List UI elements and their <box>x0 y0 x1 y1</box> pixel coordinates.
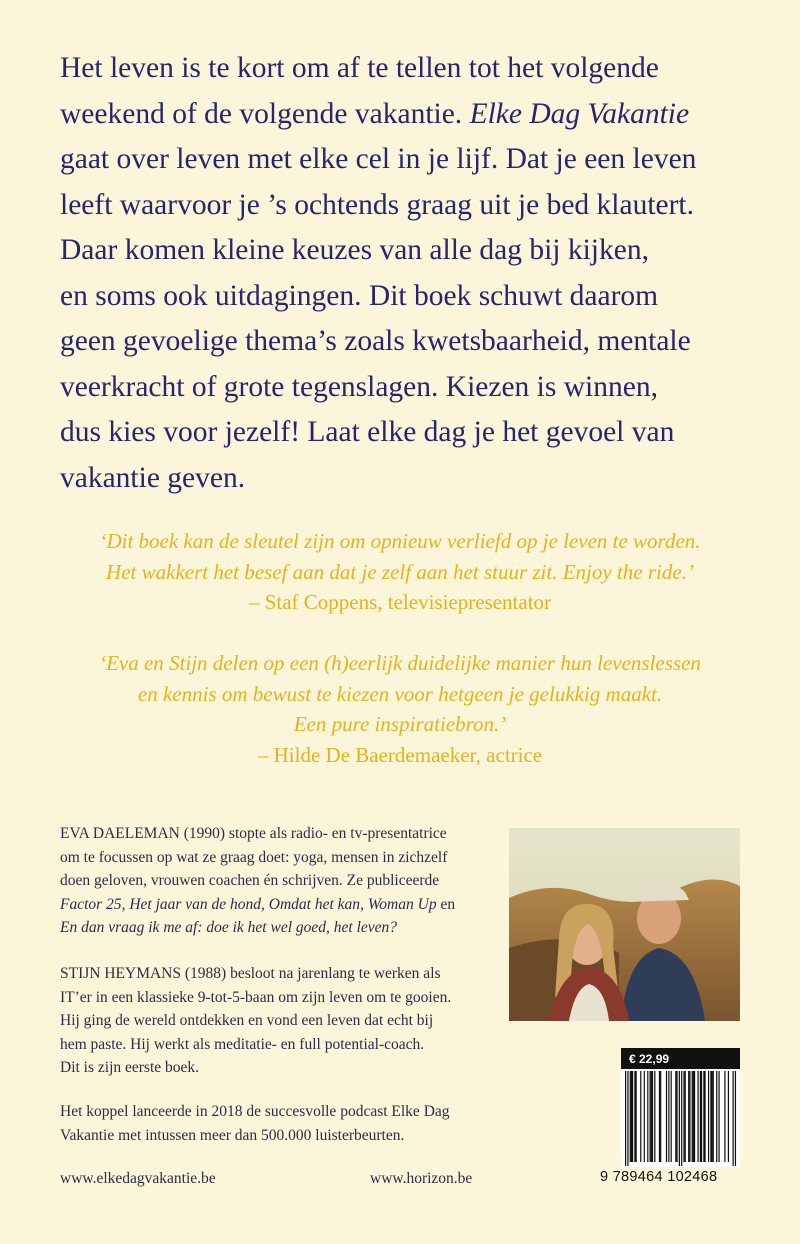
barcode-bar <box>689 1071 690 1162</box>
bio-line: Hij ging de wereld ontdekken en vond een leven dat echt bij <box>60 1012 434 1030</box>
blurb-line-text: weekend of de volgende vakantie. <box>60 97 463 130</box>
blurb-line: veerkracht of grote tegenslagen. Kiezen is winnen, <box>60 370 658 403</box>
book-title: En dan vraag ik me af: doe ik het wel goed, het leven? <box>60 919 398 937</box>
bio-line <box>60 916 490 940</box>
book-title-inline: Elke Dag Vakantie <box>469 97 690 130</box>
testimonial-staf-coppens <box>40 526 760 618</box>
book-title: Omdat het kan <box>268 895 361 913</box>
isbn-number: 9 789464 102468 <box>600 1169 718 1185</box>
barcode-bar <box>681 1071 682 1166</box>
barcode-bar <box>703 1071 704 1162</box>
barcode-bar <box>701 1071 702 1162</box>
barcode-bar <box>668 1071 669 1162</box>
blurb-line: vakantie geven. <box>60 461 246 494</box>
author-photo <box>509 828 740 1021</box>
bio-line: Het koppel lanceerde in 2018 de succesvolle podcast Elke Dag <box>60 1103 450 1120</box>
barcode-bar <box>704 1071 705 1162</box>
barcode-bar <box>708 1071 709 1162</box>
author-website[interactable]: www.elkedagvakantie.be <box>60 1170 216 1187</box>
blurb-line: Daar komen kleine keuzes van alle dag bij kijken, <box>60 234 649 266</box>
barcode-bar <box>647 1071 648 1162</box>
barcode-bar <box>679 1071 680 1166</box>
blurb-line: dus kies voor jezelf! Laat elke dag je het gevoel van <box>60 416 675 448</box>
couple-bio <box>60 1100 490 1147</box>
barcode-bar <box>651 1071 652 1162</box>
barcode-bar <box>700 1071 701 1162</box>
barcode-bar <box>632 1071 633 1162</box>
barcode-bar <box>710 1071 711 1162</box>
barcode-bar <box>634 1071 635 1162</box>
blurb-line: Het leven is te kort om af te tellen tot het volgende <box>60 52 659 84</box>
barcode-bar <box>671 1071 672 1162</box>
book-title: Woman Up <box>367 895 437 913</box>
barcode-bar <box>640 1071 641 1162</box>
bio-line: STIJN HEYMANS (1988) besloot na jarenlang te werken als <box>60 965 441 982</box>
bio-line <box>60 893 490 917</box>
quote-line: Het wakkert het besef aan dat je zelf aan het stuur zit. Enjoy the ride.’ <box>106 559 694 584</box>
bio-line: om te focussen op wat ze graag doet: yoga, mensen in zichzelf <box>60 848 448 866</box>
author-bio-stijn <box>60 962 490 1080</box>
barcode-bar <box>713 1071 714 1162</box>
barcode-bar <box>659 1071 660 1162</box>
testimonial-hilde-de-baerdemaeker <box>40 648 760 770</box>
bio-line: doen geloven, vrouwen coachen én schrijven. Ze publiceerde <box>60 872 440 890</box>
quote-line: en kennis om bewust te kiezen voor hetgeen je gelukkig maakt. <box>137 681 663 706</box>
separator: , <box>360 895 368 913</box>
barcode-bar <box>728 1071 729 1162</box>
bio-line: Dit is zijn eerste boek. <box>60 1059 200 1077</box>
bio-line: EVA DAELEMAN (1990) stopte als radio- en tv-presentatrice <box>60 825 447 842</box>
bio-line: hem paste. Hij werkt als meditatie- en full potential-coach. <box>60 1035 425 1053</box>
barcode-bar <box>716 1071 717 1162</box>
barcode-bar <box>652 1071 653 1162</box>
barcode-bar <box>718 1071 719 1162</box>
barcode-bar <box>683 1071 684 1162</box>
blurb-line <box>60 92 760 138</box>
quote-line: Een pure inspiratiebron.’ <box>293 712 507 736</box>
bio-text: en <box>436 895 456 913</box>
barcode-bar <box>666 1071 667 1162</box>
blurb-line: geen gevoelige thema’s zoals kwetsbaarheid, mentale <box>60 325 691 357</box>
author-bio-eva <box>60 822 490 940</box>
bio-line: Vakantie met intussen meer dan 500.000 luisterbeurten. <box>60 1126 405 1144</box>
book-title: Factor 25 <box>60 895 122 913</box>
back-cover-blurb <box>60 46 760 501</box>
blurb-line: gaat over leven met elke cel in je lijf. Dat je een leven <box>60 143 697 175</box>
barcode-bar <box>676 1071 677 1162</box>
quote-line: ‘Eva en Stijn delen op een (h)eerlijk duidelijke manier hun levenslessen <box>99 651 701 675</box>
barcode-bar <box>650 1071 651 1162</box>
barcode-bar <box>636 1071 637 1162</box>
quote-attribution: – Staf Coppens, televisiepresentator <box>248 590 552 614</box>
barcode-bar <box>688 1071 689 1162</box>
publisher-website[interactable]: www.horizon.be <box>370 1170 473 1187</box>
isbn-barcode <box>621 1069 740 1167</box>
barcode-bar <box>685 1071 686 1162</box>
barcode-bar <box>735 1071 736 1166</box>
barcode-bar <box>697 1071 698 1162</box>
blurb-line: en soms ook uitdagingen. Dit boek schuwt daarom <box>60 279 659 312</box>
barcode-bar <box>660 1071 661 1162</box>
barcode-bar <box>654 1071 655 1162</box>
barcode-bar <box>625 1071 626 1166</box>
barcode-bar <box>692 1071 693 1162</box>
barcode-bar <box>711 1071 712 1162</box>
barcode-bar <box>724 1071 725 1162</box>
barcode-bar <box>631 1071 632 1162</box>
bio-line: IT’er in een klassieke 9-tot-5-baan om zijn leven om te gooien. <box>60 988 452 1006</box>
barcode-bar <box>627 1071 628 1166</box>
barcode-bar <box>694 1071 695 1162</box>
book-title: Het jaar van de hond <box>129 895 262 913</box>
blurb-line: leeft waarvoor je ’s ochtends graag uit je bed klautert. <box>60 188 695 221</box>
price-tag: € 22,99 <box>621 1048 740 1070</box>
barcode-bar <box>630 1071 631 1162</box>
barcode-bar <box>693 1071 694 1162</box>
separator: , <box>121 895 130 913</box>
barcode-bar <box>644 1071 645 1162</box>
barcode-bar <box>675 1071 676 1162</box>
author-photo-illustration <box>509 828 740 1021</box>
quote-attribution: – Hilde De Baerdemaeker, actrice <box>257 742 543 767</box>
barcode-bar <box>732 1071 733 1166</box>
separator: , <box>261 895 269 913</box>
quote-line: ‘Dit boek kan de sleutel zijn om opnieuw verliefd op je leven te worden. <box>99 529 701 553</box>
